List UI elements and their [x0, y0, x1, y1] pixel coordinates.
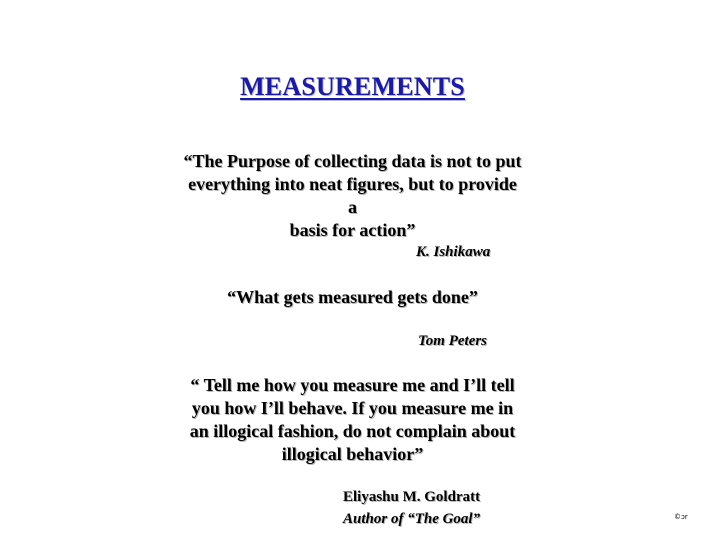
quote-1-author: K. Ishikawa [416, 244, 491, 260]
quote-2-author: Tom Peters [418, 333, 488, 349]
quote-3-line-2: you how I’ll behave. If you measure me in [191, 398, 514, 418]
copyright-mark: ©ɔr [674, 513, 688, 521]
quote-3-line-3: an illogical fashion, do not complain about [189, 421, 516, 441]
quote-3-line-4: illogical behavior” [281, 444, 424, 464]
quote-1-line-1: “The Purpose of collecting data is not to put [183, 151, 522, 171]
slide-title: MEASUREMENTS [240, 72, 465, 101]
quote-1-line-3: a [348, 197, 357, 217]
quote-3-author: Eliyashu M. Goldratt [343, 489, 481, 505]
quote-2-line-1: “What gets measured gets done” [227, 287, 478, 307]
quote-1-line-2: everything into neat figures, but to provide [188, 174, 517, 194]
quote-3-author-note: Author of “The Goal” [343, 511, 481, 527]
quote-1-line-4: basis for action” [289, 220, 416, 240]
quote-3-line-1: “ Tell me how you measure me and I’ll tell [190, 375, 515, 395]
